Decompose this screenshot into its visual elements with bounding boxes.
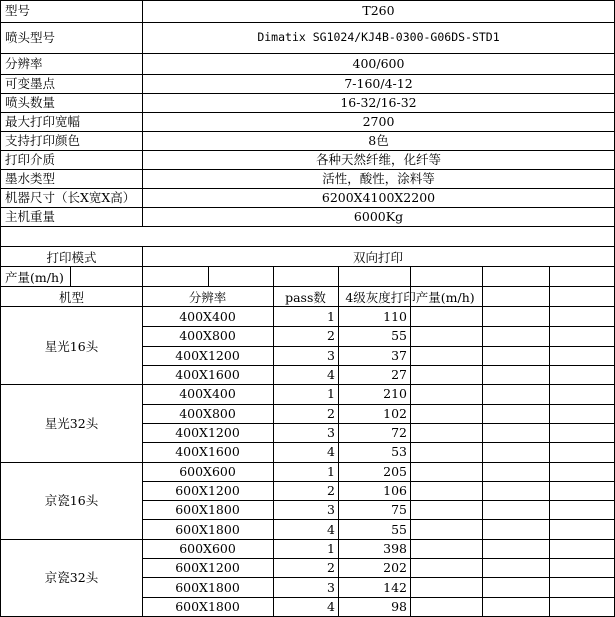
grid-line bbox=[273, 267, 274, 286]
header-model: 机型 bbox=[58, 289, 84, 305]
grid-line bbox=[338, 267, 339, 286]
model-cell: 星光16头 bbox=[44, 338, 99, 354]
spec-label: 打印介质 bbox=[5, 151, 56, 167]
grid-line bbox=[410, 267, 411, 286]
spec-value: 7-160/4-12 bbox=[142, 75, 614, 93]
pass-cell: 3 bbox=[327, 347, 335, 363]
pass-cell: 2 bbox=[327, 405, 335, 421]
grid-line bbox=[410, 307, 411, 616]
spec-row bbox=[1, 113, 614, 132]
pass-cell: 2 bbox=[327, 328, 335, 344]
resolution-cell: 600X1800 bbox=[175, 521, 240, 537]
spec-label: 最大打印宽幅 bbox=[5, 113, 81, 129]
output-cell: 53 bbox=[391, 444, 407, 460]
spec-value: 6000Kg bbox=[142, 208, 614, 226]
grid-line bbox=[142, 247, 143, 266]
spec-row bbox=[1, 132, 614, 151]
resolution-cell: 400X1600 bbox=[175, 444, 240, 460]
resolution-cell: 600X1800 bbox=[175, 579, 240, 595]
spec-label: 可变墨点 bbox=[5, 75, 56, 91]
spec-label: 墨水类型 bbox=[5, 170, 56, 186]
output-cell: 75 bbox=[391, 502, 407, 518]
pass-cell: 4 bbox=[327, 521, 335, 537]
output-cell: 37 bbox=[391, 347, 407, 363]
spec-value: 活性，酸性，涂料等 bbox=[142, 170, 614, 188]
grid-line bbox=[549, 287, 550, 306]
spec-label: 机器尺寸（长X宽X高） bbox=[5, 189, 136, 205]
resolution-cell: 600X1800 bbox=[175, 502, 240, 518]
grid-line bbox=[410, 287, 411, 306]
pass-cell: 3 bbox=[327, 579, 335, 595]
output-cell: 202 bbox=[383, 560, 407, 576]
output-cell: 98 bbox=[391, 598, 407, 614]
grid-line bbox=[142, 267, 143, 286]
pass-cell: 1 bbox=[327, 540, 335, 556]
output-cell: 27 bbox=[391, 367, 407, 383]
pass-cell: 3 bbox=[327, 502, 335, 518]
spec-row bbox=[1, 94, 614, 113]
header-resolution: 分辨率 bbox=[188, 289, 227, 305]
header-output: 4级灰度打印产量(m/h) bbox=[345, 289, 475, 305]
spec-row bbox=[1, 208, 614, 227]
grid-line bbox=[482, 267, 483, 286]
resolution-cell: 600X600 bbox=[179, 540, 236, 556]
spec-label: 型号 bbox=[5, 3, 31, 19]
output-cell: 55 bbox=[391, 328, 407, 344]
resolution-cell: 600X1800 bbox=[175, 598, 240, 614]
grid-line bbox=[70, 267, 71, 286]
spec-label: 喷头型号 bbox=[5, 29, 56, 45]
resolution-cell: 400X400 bbox=[179, 309, 236, 325]
output-cell: 106 bbox=[383, 482, 407, 498]
resolution-cell: 600X600 bbox=[179, 463, 236, 479]
resolution-cell: 600X1200 bbox=[175, 560, 240, 576]
pass-cell: 2 bbox=[327, 560, 335, 576]
grid-line bbox=[482, 307, 483, 616]
spec-row bbox=[1, 189, 614, 208]
blank-row bbox=[1, 227, 614, 247]
pass-cell: 1 bbox=[327, 386, 335, 402]
spec-value: 6200X4100X2200 bbox=[142, 189, 614, 207]
grid-line bbox=[142, 287, 143, 306]
header-pass: pass数 bbox=[285, 289, 326, 305]
model-cell: 星光32头 bbox=[44, 415, 99, 431]
pass-cell: 4 bbox=[327, 598, 335, 614]
model-cell: 京瓷16头 bbox=[44, 493, 99, 509]
grid-line bbox=[208, 267, 209, 286]
output-cell: 210 bbox=[383, 386, 407, 402]
output-cell: 102 bbox=[383, 405, 407, 421]
resolution-cell: 400X1600 bbox=[175, 367, 240, 383]
spec-value: 400/600 bbox=[142, 54, 614, 74]
output-cell: 205 bbox=[383, 463, 407, 479]
spec-row bbox=[1, 75, 614, 94]
spec-row bbox=[1, 1, 614, 23]
grid-line bbox=[338, 287, 339, 306]
spec-row bbox=[1, 151, 614, 170]
resolution-cell: 400X400 bbox=[179, 386, 236, 402]
spec-row bbox=[1, 54, 614, 75]
pass-cell: 1 bbox=[327, 309, 335, 325]
grid-line bbox=[142, 307, 143, 616]
print-mode-label: 打印模式 bbox=[46, 249, 97, 265]
spec-value: T260 bbox=[142, 1, 614, 22]
resolution-cell: 400X800 bbox=[179, 328, 236, 344]
grid-line bbox=[273, 307, 274, 616]
resolution-cell: 600X1200 bbox=[175, 482, 240, 498]
spec-value: 8色 bbox=[142, 132, 614, 150]
spec-label: 支持打印颜色 bbox=[5, 132, 81, 148]
output-cell: 398 bbox=[383, 540, 407, 556]
spec-label: 喷头数量 bbox=[5, 94, 56, 110]
pass-cell: 2 bbox=[327, 482, 335, 498]
spec-value: 各种天然纤维，化纤等 bbox=[142, 151, 614, 169]
resolution-cell: 400X800 bbox=[179, 405, 236, 421]
grid-line bbox=[549, 307, 550, 616]
grid-line bbox=[273, 287, 274, 306]
pass-cell: 4 bbox=[327, 367, 335, 383]
grid-line bbox=[338, 307, 339, 616]
spec-value: Dimatix SG1024/KJ4B-0300-G06DS-STD1 bbox=[142, 23, 614, 53]
resolution-cell: 400X1200 bbox=[175, 425, 240, 441]
spec-label: 分辨率 bbox=[5, 55, 43, 71]
spec-value: 2700 bbox=[142, 113, 614, 131]
output-cell: 110 bbox=[383, 309, 407, 325]
pass-cell: 1 bbox=[327, 463, 335, 479]
output-cell: 72 bbox=[391, 425, 407, 441]
model-cell: 京瓷32头 bbox=[44, 570, 99, 586]
resolution-cell: 400X1200 bbox=[175, 347, 240, 363]
spec-value: 16-32/16-32 bbox=[142, 94, 614, 112]
output-cell: 142 bbox=[383, 579, 407, 595]
print-mode-value: 双向打印 bbox=[352, 249, 403, 265]
output-cell: 55 bbox=[391, 521, 407, 537]
grid-line bbox=[482, 287, 483, 306]
spec-row bbox=[1, 23, 614, 54]
spec-row bbox=[1, 170, 614, 189]
spec-label: 主机重量 bbox=[5, 208, 56, 224]
pass-cell: 4 bbox=[327, 444, 335, 460]
grid-line bbox=[549, 267, 550, 286]
output-unit-label: 产量(m/h) bbox=[5, 269, 64, 285]
pass-cell: 3 bbox=[327, 425, 335, 441]
